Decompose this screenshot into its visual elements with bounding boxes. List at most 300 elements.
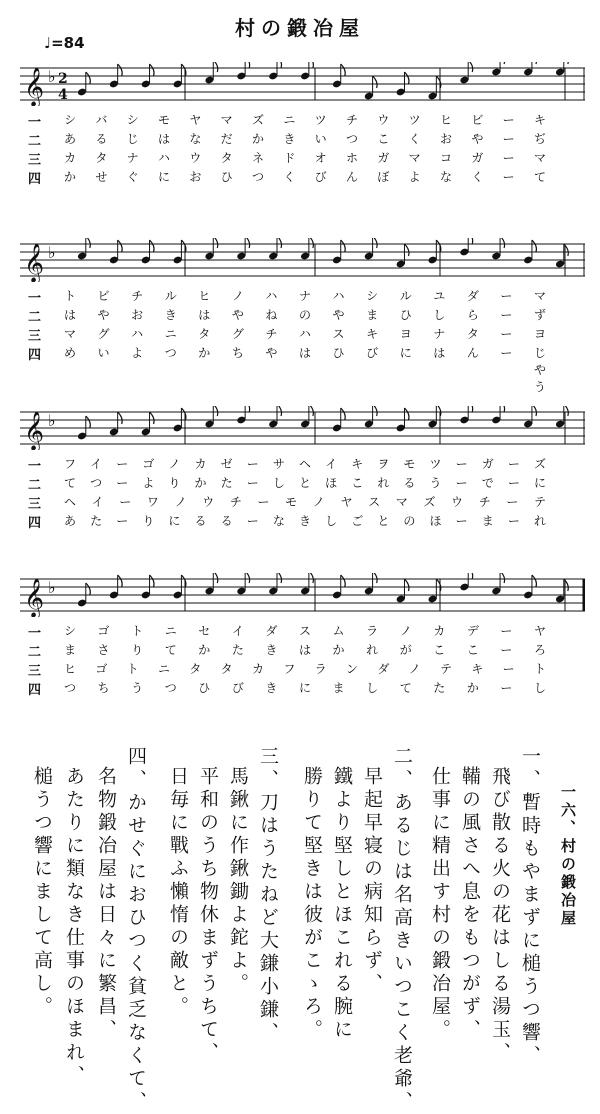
lyric-syllable: ウ: [189, 151, 202, 165]
lyric-syllable: イ: [231, 624, 244, 638]
lyric-syllable: ゴ: [97, 624, 110, 638]
note-flag: [118, 64, 123, 76]
lyric-syllable: ト: [126, 662, 139, 676]
lyric-syllable: マ: [63, 327, 76, 341]
lyric-syllable: じ: [126, 132, 139, 146]
lyric-syllable: な: [272, 514, 285, 528]
note-flag: [150, 412, 155, 424]
note-flag: [181, 575, 186, 587]
lyric-syllable: シ: [366, 289, 379, 303]
lyric-row: [0, 167, 600, 186]
verse-number: 四: [28, 683, 42, 698]
lyric-syllable: ゴ: [95, 662, 108, 676]
note-flag: [500, 62, 505, 64]
lyric-row: [0, 129, 600, 148]
lyric-syllable: で: [481, 476, 494, 490]
lyric-syllable: に: [399, 346, 412, 360]
lyric-syllable: チ: [345, 113, 358, 127]
lyric-syllable: は: [157, 132, 170, 146]
note-flag: [213, 238, 218, 248]
lyric-syllable: マ: [220, 113, 233, 127]
lyric-syllable: ー: [507, 514, 520, 528]
lyric-syllable: て: [533, 170, 546, 184]
staff-3: [20, 406, 585, 450]
lyric-syllable: タ: [466, 327, 479, 341]
note-flag: [118, 575, 123, 587]
lyric-syllable: ー: [455, 457, 468, 471]
lyric-syllable: ー: [246, 514, 259, 528]
lyric-syllable: キ: [533, 113, 546, 127]
lyric-syllable: ち: [97, 681, 110, 695]
lyric-syllable: ズ: [251, 113, 264, 127]
note-flag: [277, 406, 282, 416]
lyric-syllable: ヒ: [439, 113, 452, 127]
lyric-row: [0, 659, 600, 678]
lyric-syllable: ヒ: [63, 662, 76, 676]
lyric-syllable: デ: [466, 624, 479, 638]
lyric-syllable: ヤ: [189, 113, 202, 127]
note-flag: [341, 64, 346, 76]
lyric-syllable: ず: [533, 308, 546, 322]
song-title: 村の鍛冶屋: [235, 16, 365, 40]
lyric-syllable: は: [298, 346, 311, 360]
note-flag: [150, 64, 155, 76]
note-flag: [86, 583, 91, 595]
lyric-syllable: ネ: [251, 151, 264, 165]
lyric-syllable: お: [189, 170, 202, 184]
verse-line: 鞴の風さへ息をもつがず、: [459, 766, 481, 1042]
note-flag: [309, 62, 314, 68]
lyric-syllable: し: [325, 514, 338, 528]
lyric-syllable: ノ: [312, 495, 325, 509]
verse-line: 早起早寝の病知らず、: [361, 766, 383, 996]
lyric-syllable: ー: [455, 476, 468, 490]
note-flag: [500, 238, 505, 248]
note-flag: [468, 62, 473, 72]
lyric-syllable: り: [168, 476, 181, 490]
lyric-syllable: ド: [283, 151, 296, 165]
lyric-syllable: モ: [157, 113, 170, 127]
key-flat: ♭: [48, 243, 56, 262]
note-flag: [213, 573, 218, 583]
note-flag: [86, 238, 91, 248]
lyric-syllable: き: [265, 681, 278, 695]
note-flag: [532, 406, 537, 416]
lyric-syllable: ハ: [265, 289, 278, 303]
lyric-syllable: ル: [399, 289, 412, 303]
note-flag: [150, 575, 155, 587]
lyric-syllable: ろ: [533, 643, 546, 657]
lyric-syllable: う: [131, 681, 144, 695]
lyric-syllable: く: [408, 132, 421, 146]
verse-number: 一: [28, 626, 42, 641]
note-flag: [468, 573, 473, 579]
note-flag: [532, 240, 537, 252]
lyric-syllable: さ: [97, 643, 110, 657]
lyric-syllable: ハ: [131, 327, 144, 341]
note-flag: [341, 240, 346, 252]
lyric-syllable: オ: [314, 151, 327, 165]
lyric-syllable: ノ: [231, 289, 244, 303]
lyric-syllable: か: [251, 132, 264, 146]
lyric-row: [0, 473, 600, 492]
note-flag: [564, 244, 569, 256]
lyric-syllable: キ: [366, 327, 379, 341]
verse-number: 三: [28, 329, 42, 344]
lyric-syllable: い: [97, 346, 110, 360]
lyric-syllable: き: [283, 132, 296, 146]
lyric-syllable: タ: [95, 151, 108, 165]
lyric-syllable: シ: [63, 624, 76, 638]
lyric-syllable: ナ: [126, 151, 139, 165]
lyric-syllable: ス: [368, 495, 381, 509]
lyric-syllable: ま: [366, 308, 379, 322]
staff-1: [20, 62, 585, 106]
lyric-syllable: ヤ: [533, 624, 546, 638]
lyric-syllable: き: [298, 514, 311, 528]
lyric-syllable: ね: [265, 308, 278, 322]
lyric-syllable: ー: [116, 476, 129, 490]
staff-4: [20, 573, 585, 617]
note-flag: [309, 238, 314, 248]
note-flag: [150, 240, 155, 252]
lyric-syllable: つ: [63, 681, 76, 695]
note-flag: [373, 76, 378, 88]
note-flag: [309, 406, 314, 416]
note-flag: [309, 573, 314, 583]
note-flag: [118, 240, 123, 252]
lyric-syllable: ま: [481, 514, 494, 528]
lyric-syllable: に: [533, 476, 546, 490]
lyric-syllable: イ: [325, 457, 338, 471]
lyric-syllable: ハ: [298, 327, 311, 341]
lyric-syllable: ニ: [157, 662, 170, 676]
lyric-syllable: シ: [126, 113, 139, 127]
lyric-syllable: き: [164, 308, 177, 322]
lyric-syllable: て: [63, 476, 76, 490]
note-flag: [373, 406, 378, 416]
lyric-syllable: ズ: [533, 457, 546, 471]
lyric-syllable: き: [265, 643, 278, 657]
verse-line: 三、刀はうたねど大鎌小鎌、: [257, 746, 279, 1045]
lyric-syllable: る: [220, 514, 233, 528]
lyric-syllable: つ: [90, 476, 103, 490]
lyric-syllable: が: [399, 643, 412, 657]
lyric-syllable: ひ: [220, 170, 233, 184]
verse-number: 三: [28, 497, 42, 512]
treble-clef: 𝄞: [24, 67, 45, 106]
lyric-syllable: テ: [533, 495, 546, 509]
lyric-syllable: よ: [408, 170, 421, 184]
lyric-syllable: び: [366, 346, 379, 360]
lyric-syllable: ー: [500, 681, 513, 695]
lyric-syllable: る: [95, 132, 108, 146]
lyric-syllable: や: [97, 308, 110, 322]
lyric-syllable: は: [433, 346, 446, 360]
lyric-syllable: の: [298, 308, 311, 322]
lyric-syllable: つ: [164, 346, 177, 360]
lyric-syllable: ノ: [399, 624, 412, 638]
lyric-syllable: ユ: [433, 289, 446, 303]
lyric-syllable: ガ: [377, 151, 390, 165]
verse-line: あたりに類なき仕事のほまれ、: [63, 766, 85, 1088]
verse-line: 飛び散る火の花はしる湯玉、: [489, 766, 511, 1065]
lyric-syllable: こ: [466, 643, 479, 657]
note-flag: [373, 238, 378, 248]
lyric-syllable: カ: [194, 457, 207, 471]
lyric-syllable: ほ: [429, 514, 442, 528]
verse-number: 三: [28, 153, 42, 168]
lyric-syllable: ヲ: [377, 457, 390, 471]
lyric-syllable: め: [63, 346, 76, 360]
note-flag: [213, 62, 218, 72]
lyric-syllable: ト: [131, 624, 144, 638]
lyric-syllable: こ: [433, 643, 446, 657]
lyric-syllable: ハ: [332, 289, 345, 303]
verse-number: 四: [28, 348, 42, 363]
lyric-syllable: マ: [395, 495, 408, 509]
lyric-syllable: モ: [285, 495, 298, 509]
verse-number: 一: [28, 291, 42, 306]
lyric-syllable: カ: [433, 624, 446, 638]
lyric-syllable: テ: [439, 662, 452, 676]
note-flag: [532, 62, 537, 64]
lyric-syllable: セ: [198, 624, 211, 638]
note-flag: [564, 579, 569, 591]
lyric-syllable: ー: [506, 495, 519, 509]
lyric-syllable: ー: [500, 643, 513, 657]
lyric-syllable: サ: [272, 457, 285, 471]
lyric-syllable: ニ: [164, 624, 177, 638]
lyric-syllable: か: [466, 681, 479, 695]
lyric-syllable: モ: [403, 457, 416, 471]
verse-line: 仕事に精出す村の鍛冶屋。: [429, 766, 451, 1042]
lyric-syllable: ワ: [146, 495, 159, 509]
note-flag: [468, 238, 473, 244]
lyric-syllable: と: [298, 476, 311, 490]
lyric-syllable: ー: [119, 495, 132, 509]
lyric-syllable: に: [157, 170, 170, 184]
lyric-syllable: ム: [332, 624, 345, 638]
lyric-syllable: ー: [246, 457, 259, 471]
note-flag: [277, 573, 282, 583]
lyric-syllable: た: [433, 681, 446, 695]
note-flag: [564, 62, 569, 64]
lyric-syllable: び: [231, 681, 244, 695]
lyric-syllable: る: [194, 514, 207, 528]
lyric-syllable: ガ: [471, 151, 484, 165]
lyric-syllable: マ: [533, 151, 546, 165]
lyric-row: [0, 343, 600, 394]
lyric-syllable: ー: [500, 308, 513, 322]
lyric-syllable: に: [168, 514, 181, 528]
verse-line: 鐵より堅しとほこれる腕に: [331, 766, 353, 1042]
lyric-syllable: ダ: [377, 662, 390, 676]
lyric-syllable: れ: [533, 514, 546, 528]
lyric-syllable: お: [131, 308, 144, 322]
verse-line: 四、かせぐにおひつく貧乏なくて、: [125, 746, 147, 1114]
lyric-syllable: ぼ: [377, 170, 390, 184]
lyric-syllable: カ: [63, 151, 76, 165]
lyric-syllable: ー: [502, 151, 515, 165]
note-flag: [181, 64, 186, 76]
note-flag: [118, 412, 123, 424]
lyric-syllable: ー: [246, 476, 259, 490]
lyric-syllable: り: [142, 514, 155, 528]
lyric-syllable: や: [471, 132, 484, 146]
lyric-syllable: よ: [142, 476, 155, 490]
lyric-syllable: ホ: [345, 151, 358, 165]
lyric-syllable: ヒ: [198, 289, 211, 303]
lyric-syllable: あ: [63, 514, 76, 528]
verse-number: 一: [28, 459, 42, 474]
lyric-syllable: か: [332, 643, 345, 657]
lyric-syllable: ツ: [429, 457, 442, 471]
note-flag: [245, 406, 250, 412]
lyric-syllable: ま: [332, 681, 345, 695]
lyric-syllable: フ: [283, 662, 296, 676]
lyric-syllable: ツ: [408, 113, 421, 127]
note-flag: [564, 406, 569, 416]
lyric-syllable: ン: [345, 662, 358, 676]
verse-line: 馬鍬に作鍬鋤よ鉈よ。: [227, 766, 249, 996]
key-flat: ♭: [48, 67, 56, 86]
lyric-syllable: は: [63, 308, 76, 322]
note-flag: [404, 408, 409, 420]
verse-number: 一: [28, 115, 42, 130]
lyric-row: [0, 678, 600, 697]
lyric-syllable: ー: [500, 624, 513, 638]
lyric-syllable: ー: [500, 327, 513, 341]
lyric-syllable: ウ: [377, 113, 390, 127]
lyric-row: [0, 286, 600, 305]
lyric-syllable: ー: [502, 113, 515, 127]
lyric-syllable: や: [231, 308, 244, 322]
note-flag: [468, 406, 473, 412]
lyric-syllable: な: [439, 170, 452, 184]
lyric-row: [0, 621, 600, 640]
lyric-syllable: は: [298, 643, 311, 657]
lyric-syllable: や: [265, 346, 278, 360]
treble-clef: 𝄞: [24, 578, 45, 617]
lyric-syllable: ー: [500, 346, 513, 360]
lyric-syllable: の: [403, 514, 416, 528]
lyric-syllable: た: [231, 643, 244, 657]
lyric-syllable: ハ: [157, 151, 170, 165]
lyric-syllable: タ: [220, 151, 233, 165]
lyric-syllable: ゴ: [142, 457, 155, 471]
lyric-syllable: ウ: [202, 495, 215, 509]
verse-number: 三: [28, 664, 42, 679]
note-flag: [341, 408, 346, 420]
lyric-syllable: ー: [502, 662, 515, 676]
treble-clef: 𝄞: [24, 411, 45, 450]
lyric-syllable: ノ: [408, 662, 421, 676]
note-flag: [86, 416, 91, 428]
lyric-syllable: じやう: [533, 346, 546, 394]
lyric-syllable: あ: [63, 132, 76, 146]
lyric-syllable: グ: [97, 327, 110, 341]
lyric-syllable: ー: [116, 514, 129, 528]
lyric-syllable: て: [399, 681, 412, 695]
lyric-syllable: か: [63, 170, 76, 184]
lyric-syllable: つ: [251, 170, 264, 184]
lyric-syllable: ビ: [471, 113, 484, 127]
lyric-syllable: チ: [131, 289, 144, 303]
note-flag: [436, 406, 441, 416]
lyric-syllable: ー: [116, 457, 129, 471]
lyric-syllable: に: [298, 681, 311, 695]
lyric-syllable: ス: [298, 624, 311, 638]
key-flat: ♭: [48, 411, 56, 430]
lyric-syllable: し: [533, 681, 546, 695]
lyric-syllable: ー: [507, 476, 520, 490]
lyric-syllable: ナ: [298, 289, 311, 303]
verse-number: 二: [28, 645, 42, 660]
lyric-syllable: ご: [351, 514, 364, 528]
lyric-syllable: ラ: [366, 624, 379, 638]
lyric-syllable: ー: [257, 495, 270, 509]
verse-line: 名物鍛冶屋は日々に繁昌、: [95, 766, 117, 1042]
lyric-syllable: ダ: [265, 624, 278, 638]
lyric-syllable: ま: [63, 643, 76, 657]
verse-number: 二: [28, 134, 42, 149]
lyric-syllable: り: [131, 643, 144, 657]
lyric-syllable: ら: [466, 308, 479, 322]
tempo-marking: ♩=84: [44, 34, 85, 52]
note-flag: [436, 240, 441, 252]
lyric-syllable: ひ: [332, 346, 345, 360]
note-flag: [341, 575, 346, 587]
verse-line: 二、あるじは名高きいつこく老爺、: [391, 746, 413, 1114]
verse-line: 勝りて堅きは彼がこゝろ。: [301, 766, 323, 1042]
verse-number: 二: [28, 478, 42, 493]
lyric-row: [0, 454, 600, 473]
verse-number: 四: [28, 172, 42, 187]
lyric-syllable: な: [189, 132, 202, 146]
time-signature-bottom: 4: [58, 87, 68, 103]
verse-heading: 一六、村の鍛冶屋: [559, 784, 577, 928]
note-flag: [245, 62, 250, 68]
note-flag: [245, 238, 250, 248]
verse-text: [0, 740, 600, 1114]
lyric-syllable: ー: [500, 289, 513, 303]
lyric-syllable: ぐ: [126, 170, 139, 184]
note-flag: [245, 573, 250, 583]
lyric-syllable: チ: [229, 495, 242, 509]
lyric-syllable: タ: [220, 662, 233, 676]
verse-line: 槌うつ響にまして高し。: [31, 766, 53, 1019]
lyric-syllable: る: [403, 476, 416, 490]
lyric-syllable: ー: [502, 132, 515, 146]
lyric-syllable: し: [433, 308, 446, 322]
note-flag: [181, 240, 186, 252]
lyric-syllable: コ: [439, 151, 452, 165]
lyric-syllable: ス: [332, 327, 345, 341]
lyric-syllable: だ: [220, 132, 233, 146]
note-flag: [373, 573, 378, 583]
lyric-syllable: チ: [265, 327, 278, 341]
note-flag: [277, 62, 282, 68]
lyric-syllable: ち: [231, 346, 244, 360]
lyric-syllable: こ: [351, 476, 364, 490]
lyric-syllable: ん: [466, 346, 479, 360]
lyric-syllable: ラ: [314, 662, 327, 676]
lyric-syllable: れ: [366, 643, 379, 657]
lyric-syllable: カ: [251, 662, 264, 676]
lyric-syllable: ニ: [283, 113, 296, 127]
lyric-syllable: ー: [502, 170, 515, 184]
